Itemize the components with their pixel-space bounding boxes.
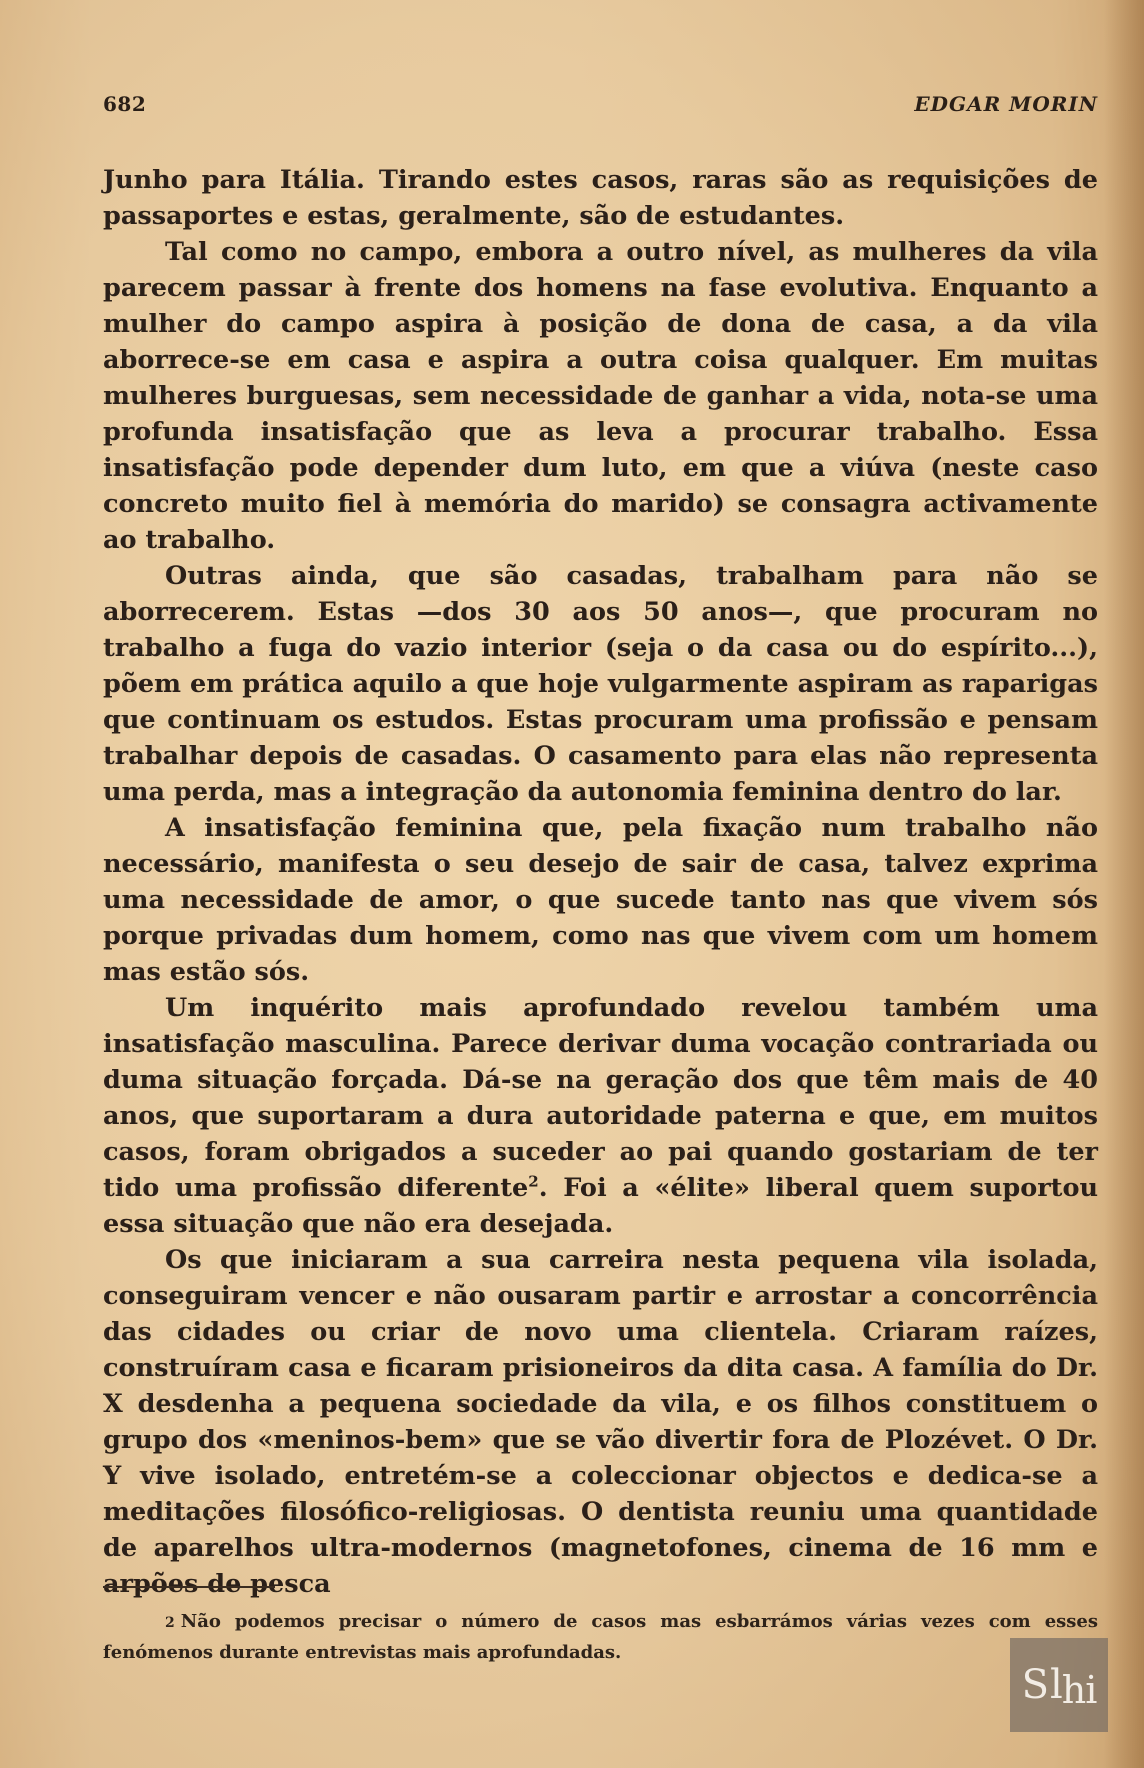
page-number: 682 xyxy=(103,92,147,116)
footnote-number: 2 xyxy=(165,1615,175,1631)
body-text xyxy=(103,162,1098,1602)
paragraph: Os que iniciaram a sua carreira nesta pequena vila isolada, conseguiram vencer e não ousaram partir e arrostar a concorrência das cidades ou criar de novo uma clientela. Criaram raízes, construíram casa e ficaram prisioneiros da dita casa. A família do Dr. X desdenha a pequena sociedade da vila, e os filhos constituem o grupo dos «meninos-bem» que se vão divertir fora de Plozévet. O Dr. Y vive isolado, entretém-se a coleccionar objectos e dedica-se a meditações filosófico-religiosas. O dentista reuniu uma quantidade de aparelhos ultra-modernos (magnetofones, cinema de 16 mm e arpões de pesca xyxy=(103,1245,1098,1599)
logo-letter: l xyxy=(1049,1662,1062,1708)
logo-letter: S xyxy=(1021,1662,1048,1708)
paragraph-text: . Foi a «élite» liberal quem suportou essa situação que não era desejada. xyxy=(103,1173,1098,1239)
footnote xyxy=(103,1607,1098,1668)
footnote-divider xyxy=(103,1586,275,1588)
running-head xyxy=(103,92,1098,122)
paragraph: Outras ainda, que são casadas, trabalham para não se aborrecerem. Estas —dos 30 aos 50 anos—, que procuram no trabalho a fuga do vazio interior (seja o da casa ou do espírito...), põem em prática aquilo a que hoje vulgarmente aspiram as raparigas que continuam os estudos. Estas procuram uma profissão e pensam trabalhar depois de casadas. O casamento para elas não representa uma perda, mas a integração da autonomia feminina dentro do lar. xyxy=(103,561,1098,807)
logo-letter: hi xyxy=(1061,1668,1097,1712)
paragraph xyxy=(103,990,1098,1242)
paragraph-text: Um inquérito mais aprofundado revelou também uma insatisfação masculina. Parece derivar duma vocação contrariada ou duma situação forçada. Dá-se na geração dos que têm mais de 40 anos, que suportaram a dura autoridade paterna e que, em muitos casos, foram obrigados a suceder ao pai quando gostariam de ter tido uma profissão diferente xyxy=(103,993,1098,1203)
footnote-text: Não podemos precisar o número de casos mas esbarrámos várias vezes com esses fenómenos durante entrevistas mais aprofundadas. xyxy=(103,1611,1098,1663)
library-logo-watermark xyxy=(1010,1638,1108,1732)
paragraph: Junho para Itália. Tirando estes casos, raras são as requisições de passaportes e estas, geralmente, são de estudantes. xyxy=(103,165,1098,231)
footnote-reference[interactable]: 2 xyxy=(528,1172,539,1191)
running-title: EDGAR MORIN xyxy=(914,92,1098,116)
paragraph: A insatisfação feminina que, pela fixação num trabalho não necessário, manifesta o seu desejo de sair de casa, talvez exprima uma necessidade de amor, o que sucede tanto nas que vivem sós porque privadas dum homem, como nas que vivem com um homem mas estão sós. xyxy=(103,813,1098,987)
paragraph: Tal como no campo, embora a outro nível, as mulheres da vila parecem passar à frente dos homens na fase evolutiva. Enquanto a mulher do campo aspira à posição de dona de casa, a da vila aborrece-se em casa e aspira a outra coisa qualquer. Em muitas mulheres burguesas, sem necessidade de ganhar a vida, nota-se uma profunda insatisfação que as leva a procurar trabalho. Essa insatisfação pode depender dum luto, em que a viúva (neste caso concreto muito fiel à memória do marido) se consagra activamente ao trabalho. xyxy=(103,237,1098,555)
